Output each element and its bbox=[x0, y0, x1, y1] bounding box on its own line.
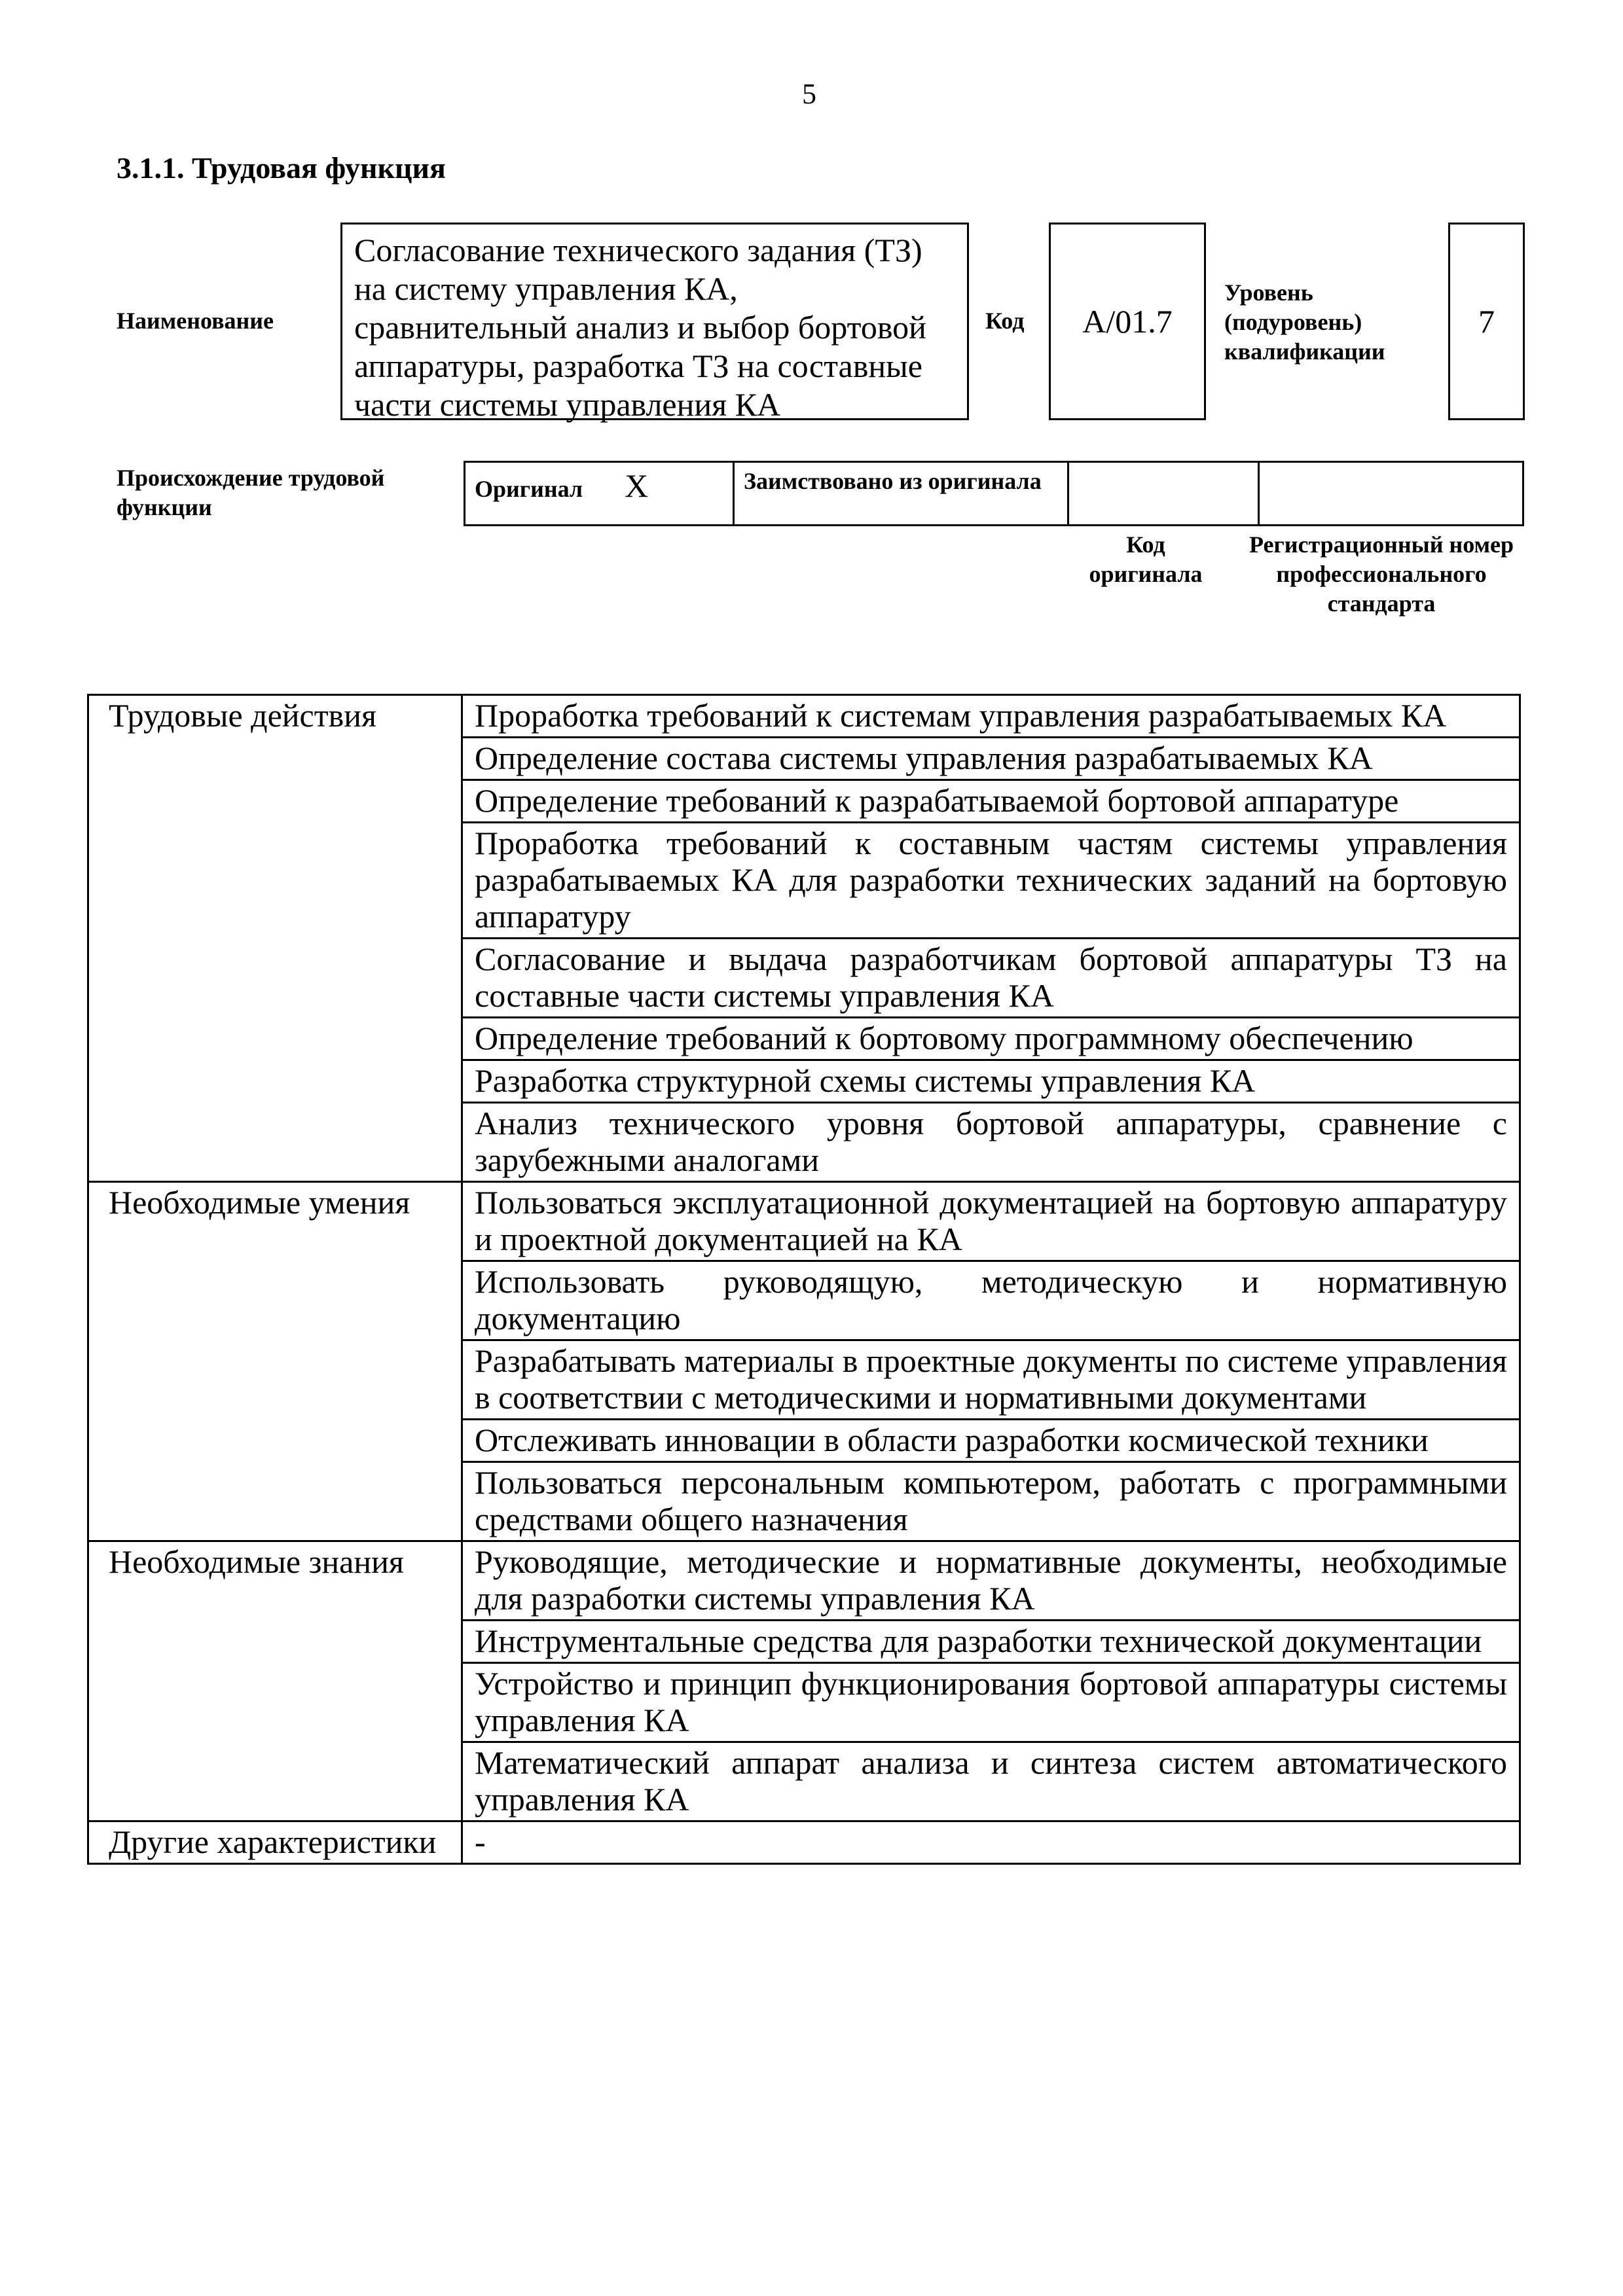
table-row bbox=[88, 1182, 1520, 1261]
section-item: Использовать руководящую, методическую и нормативную документацию bbox=[462, 1261, 1520, 1340]
original-code-cell bbox=[1068, 462, 1259, 526]
section-item: Пользоваться персональным компьютером, работать с программными средствами общего назначения bbox=[462, 1462, 1520, 1541]
section-item: Устройство и принцип функционирования бортовой аппаратуры системы управления КА bbox=[462, 1663, 1520, 1742]
section-item: - bbox=[462, 1821, 1520, 1864]
origin-table bbox=[464, 461, 1524, 526]
section-item: Математический аппарат анализа и синтеза систем автоматического управления КА bbox=[462, 1742, 1520, 1821]
original-code-caption: Код оригинала bbox=[1089, 531, 1203, 587]
section-label: Трудовые действия bbox=[88, 695, 462, 1182]
name-value-box: Согласование технического задания (ТЗ) на систему управления КА, сравнительный анализ и выбор бортовой аппаратуры, разработка ТЗ на составные части системы управления КА bbox=[340, 223, 969, 420]
code-value: А/01.7 bbox=[1082, 303, 1173, 340]
section-label: Необходимые знания bbox=[88, 1541, 462, 1821]
table-row bbox=[88, 695, 1520, 738]
page-number: 5 bbox=[802, 78, 816, 110]
code-value-box bbox=[1049, 223, 1206, 420]
section-title: 3.1.1. Трудовая функция bbox=[117, 151, 446, 185]
functions-table bbox=[87, 694, 1521, 1865]
section-item: Инструментальные средства для разработки технической документации bbox=[462, 1621, 1520, 1663]
section-item: Проработка требований к составным частям системы управления разрабатываемых КА для разработки технических заданий на бортовую аппаратуру bbox=[462, 823, 1520, 939]
origin-label: Происхождение трудовой функции bbox=[117, 465, 385, 520]
level-value: 7 bbox=[1478, 303, 1495, 340]
section-item: Определение требований к бортовому программному обеспечению bbox=[462, 1018, 1520, 1060]
section-item: Определение состава системы управления разрабатываемых КА bbox=[462, 738, 1520, 780]
name-label: Наименование bbox=[117, 308, 274, 334]
borrowed-cell bbox=[734, 462, 1068, 526]
section-item: Разрабатывать материалы в проектные документы по системе управления в соответствии с методическими и нормативными документами bbox=[462, 1340, 1520, 1420]
section-label: Необходимые умения bbox=[88, 1182, 462, 1541]
reg-number-cell bbox=[1259, 462, 1523, 526]
reg-number-caption: Регистрационный номер профессионального стандарта bbox=[1249, 531, 1514, 617]
original-label: Оригинал bbox=[475, 476, 583, 502]
section-item: Руководящие, методические и нормативные документы, необходимые для разработки системы управления КА bbox=[462, 1541, 1520, 1621]
section-label: Другие характеристики bbox=[88, 1821, 462, 1864]
section-item: Разработка структурной схемы системы управления КА bbox=[462, 1060, 1520, 1103]
level-value-box bbox=[1448, 223, 1525, 420]
section-item: Согласование и выдача разработчикам бортовой аппаратуры ТЗ на составные части системы управления КА bbox=[462, 939, 1520, 1018]
original-mark: X bbox=[625, 467, 649, 504]
code-label: Код bbox=[985, 308, 1025, 334]
table-row bbox=[88, 1821, 1520, 1864]
section-item: Пользоваться эксплуатационной документацией на бортовую аппаратуру и проектной документацией на КА bbox=[462, 1182, 1520, 1261]
table-row bbox=[88, 1541, 1520, 1621]
original-cell bbox=[465, 462, 734, 526]
section-item: Проработка требований к системам управления разрабатываемых КА bbox=[462, 695, 1520, 738]
section-item: Анализ технического уровня бортовой аппаратуры, сравнение с зарубежными аналогами bbox=[462, 1103, 1520, 1182]
section-item: Определение требований к разрабатываемой бортовой аппаратуре bbox=[462, 780, 1520, 823]
borrowed-label: Заимствовано из оригинала bbox=[744, 468, 1042, 494]
section-item: Отслеживать инновации в области разработки космической техники bbox=[462, 1420, 1520, 1462]
level-label: Уровень (подуровень) квалификации bbox=[1224, 279, 1385, 365]
